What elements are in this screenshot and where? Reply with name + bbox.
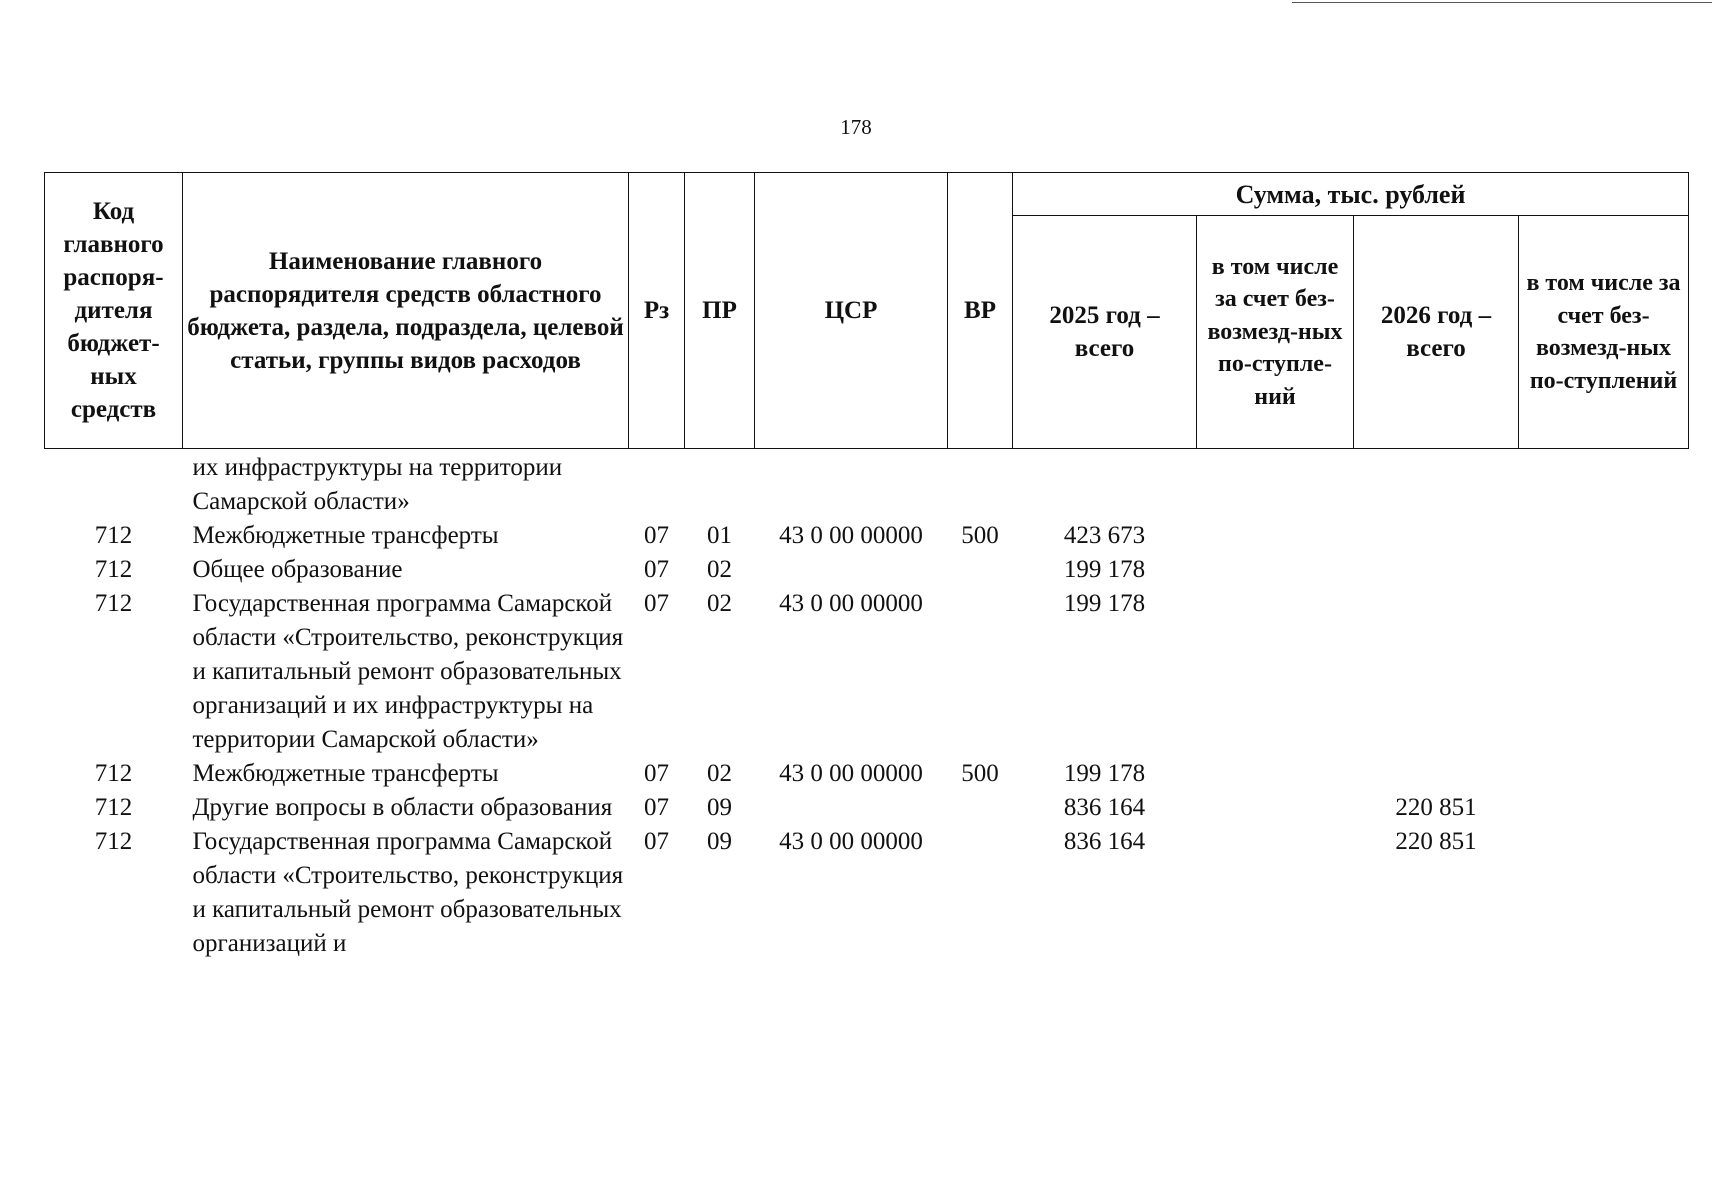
table-row [45, 587, 1689, 757]
cell-free-2025 [1197, 587, 1354, 757]
cell-csr: 43 0 00 00000 [779, 760, 923, 787]
cell-sum-2025: 199 178 [1063, 760, 1146, 787]
cell-sum-2026 [1354, 757, 1519, 791]
table-header [45, 173, 1689, 449]
cell-pr: 09 [707, 794, 732, 821]
table-row [45, 519, 1689, 553]
cell-name: Межбюджетные трансферты [192, 522, 499, 549]
cell-rz: 07 [644, 590, 669, 617]
cell-free-2026 [1519, 757, 1689, 791]
cell-free-2026 [1519, 825, 1689, 961]
cell-rz: 07 [644, 556, 669, 583]
cell-pr [685, 449, 755, 520]
header-sum-2026: 2026 год – всего [1354, 216, 1519, 449]
cell-csr [755, 553, 948, 587]
cell-rz: 07 [644, 522, 669, 549]
cell-sum-2026: 220 851 [1395, 828, 1477, 855]
header-pr: ПР [685, 173, 755, 449]
cell-rz: 07 [644, 794, 669, 821]
cell-free-2025 [1197, 791, 1354, 825]
cell-vr [948, 791, 1013, 825]
cell-pr: 01 [707, 522, 732, 549]
cell-pr: 02 [707, 590, 732, 617]
cell-name: Государственная программа Самарской области «Строительство, реконструкция и капитальный ремонт образовательных организаций и [192, 828, 624, 957]
header-free-2025: в том числе за счет без-возмезд-ных по-ступле-ний [1197, 216, 1354, 449]
cell-sum-2025: 836 164 [1063, 794, 1146, 821]
cell-free-2025 [1197, 825, 1354, 961]
cell-free-2025 [1197, 519, 1354, 553]
cell-free-2026 [1519, 587, 1689, 757]
cell-vr: 500 [961, 522, 999, 549]
cell-code: 712 [94, 760, 133, 787]
cell-pr: 09 [707, 828, 732, 855]
header-rz: Рз [629, 173, 685, 449]
cell-sum-2025: 836 164 [1063, 828, 1146, 855]
table-row [45, 791, 1689, 825]
header-vr: ВР [948, 173, 1013, 449]
header-sum-2025: 2025 год – всего [1013, 216, 1197, 449]
cell-csr: 43 0 00 00000 [779, 590, 923, 617]
header-sum-group: Сумма, тыс. рублей [1013, 173, 1689, 216]
budget-table [44, 172, 1689, 961]
cell-free-2026 [1519, 553, 1689, 587]
table-body [45, 449, 1689, 962]
cell-name: Другие вопросы в области образования [192, 794, 613, 821]
cell-csr: 43 0 00 00000 [779, 522, 923, 549]
cell-vr [948, 449, 1013, 520]
cell-csr [755, 791, 948, 825]
cell-free-2026 [1519, 449, 1689, 520]
cell-code [45, 449, 183, 520]
page-number: 178 [840, 115, 872, 139]
cell-code: 712 [94, 590, 133, 617]
cell-csr: 43 0 00 00000 [779, 828, 923, 855]
cell-free-2026 [1519, 791, 1689, 825]
cell-sum-2025 [1013, 449, 1197, 520]
table-row [45, 449, 1689, 520]
cell-code: 712 [94, 794, 133, 821]
cell-vr [948, 587, 1013, 757]
cell-sum-2025: 423 673 [1063, 522, 1146, 549]
budget-table-container [44, 172, 1688, 961]
cell-sum-2026: 220 851 [1395, 794, 1477, 821]
cell-csr [755, 449, 948, 520]
cell-sum-2026 [1354, 519, 1519, 553]
table-row [45, 825, 1689, 961]
cell-sum-2026 [1354, 449, 1519, 520]
cell-name: Государственная программа Самарской области «Строительство, реконструкция и капитальный ремонт образовательных организаций и их инфраструктуры на территории Самарской области» [192, 590, 624, 753]
cell-rz: 07 [644, 760, 669, 787]
table-row [45, 553, 1689, 587]
cell-vr: 500 [961, 760, 999, 787]
cell-name: Общее образование [192, 556, 403, 583]
cell-free-2025 [1197, 757, 1354, 791]
cell-sum-2026 [1354, 553, 1519, 587]
header-name: Наименование главного распорядителя средств областного бюджета, раздела, подраздела, целевой статьи, группы видов расходов [183, 173, 629, 449]
header-code: Код главного распоря-дителя бюджет-ных средств [45, 173, 183, 449]
cell-sum-2025: 199 178 [1063, 556, 1146, 583]
cell-name: их инфраструктуры на территории Самарской области» [192, 454, 563, 515]
cell-vr [948, 825, 1013, 961]
cell-vr [948, 553, 1013, 587]
cell-rz [629, 449, 685, 520]
cell-pr: 02 [707, 760, 732, 787]
cell-code: 712 [94, 522, 133, 549]
header-csr: ЦСР [755, 173, 948, 449]
cell-free-2025 [1197, 449, 1354, 520]
header-free-2026: в том числе за счет без-возмезд-ных по-ступлений [1519, 216, 1689, 449]
cell-code: 712 [94, 828, 133, 855]
cell-rz: 07 [644, 828, 669, 855]
cell-free-2025 [1197, 553, 1354, 587]
cell-sum-2025: 199 178 [1063, 590, 1146, 617]
cell-pr: 02 [707, 556, 732, 583]
scan-edge-line [1292, 2, 1712, 3]
cell-name: Межбюджетные трансферты [192, 760, 499, 787]
table-row [45, 757, 1689, 791]
cell-free-2026 [1519, 519, 1689, 553]
cell-sum-2026 [1354, 587, 1519, 757]
cell-code: 712 [94, 556, 133, 583]
